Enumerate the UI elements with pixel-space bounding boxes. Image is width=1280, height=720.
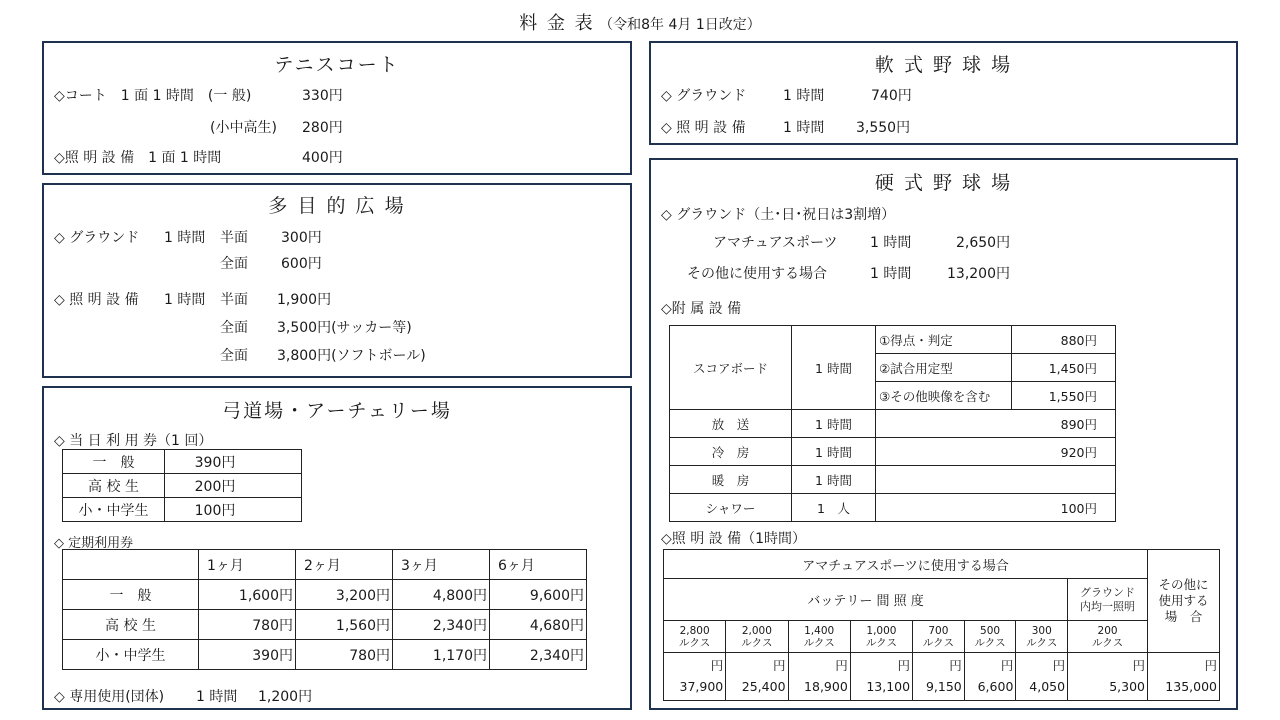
table-row <box>63 498 302 522</box>
softball-panel <box>649 41 1238 145</box>
page-header <box>0 9 1280 35</box>
equipment-time: 1 時間 <box>792 410 876 438</box>
season-price: 1,600円 <box>199 580 296 610</box>
yen-unit: 円 <box>1204 658 1217 673</box>
duration-header: 1ヶ月 <box>199 550 296 580</box>
lighting-price-cell <box>1148 653 1220 701</box>
category-header-cell <box>63 550 199 580</box>
lighting-price: 5,300 <box>1109 679 1145 694</box>
lighting-price: 9,150 <box>925 679 962 694</box>
season-price: 780円 <box>199 610 296 640</box>
lighting-price-cell <box>850 653 912 701</box>
scoreboard-item-price: 1,550円 <box>1012 382 1116 410</box>
plaza-light-full2-label: 全面 <box>220 348 248 364</box>
lux-cell <box>1068 621 1148 653</box>
lux-cell <box>964 621 1016 653</box>
ticket-category: 高 校 生 <box>63 610 199 640</box>
lux-unit: ルクス <box>865 636 898 649</box>
lux-cell <box>664 621 726 653</box>
yen-unit: 円 <box>1052 658 1066 673</box>
scoreboard-item-price: 880円 <box>1012 326 1116 354</box>
other-use-header-line: 場 合 <box>1164 609 1203 624</box>
softball-ground-price: 740円 <box>871 88 912 104</box>
hardball-amateur-price: 2,650円 <box>956 235 1011 251</box>
lux-unit: ルクス <box>1026 636 1058 649</box>
plaza-light-label: ◇ 照 明 設 備 <box>54 292 139 308</box>
lux-value: 2,800 <box>679 624 710 637</box>
softball-title: 軟 式 野 球 場 <box>874 54 1013 76</box>
equipment-time: 1 時間 <box>792 466 876 494</box>
lux-value: 2,000 <box>741 624 772 637</box>
tennis-court-general-label: ◇コート 1 面 1 時間 (一 般) <box>54 88 252 104</box>
scoreboard-item-price: 1,450円 <box>1012 354 1116 382</box>
hardball-other-price: 13,200円 <box>947 266 1010 282</box>
season-price: 2,340円 <box>393 610 490 640</box>
softball-ground-label: ◇ グラウンド <box>661 88 747 104</box>
plaza-light-full2-price: 3,800円(ソフトボール) <box>277 348 426 364</box>
plaza-ground-half-price: 300円 <box>281 230 322 246</box>
tennis-lighting-label: ◇照 明 設 備 1 面 1 時間 <box>54 150 222 166</box>
lux-value: 700 <box>928 624 949 637</box>
duration-header: 2ヶ月 <box>296 550 393 580</box>
lux-unit: ルクス <box>922 636 954 649</box>
table-row <box>670 494 1116 522</box>
hardball-lighting-table <box>663 549 1220 701</box>
equipment-time: 1 時間 <box>792 438 876 466</box>
hardball-light-label: ◇照 明 設 備（1時間） <box>661 531 807 547</box>
lux-value: 1,000 <box>866 624 897 637</box>
equipment-price: 890円 <box>876 410 1116 438</box>
scoreboard-time: 1 時間 <box>792 326 876 410</box>
battery-illuminance-header: バッテリー 間 照 度 <box>664 579 1068 621</box>
table-row <box>63 640 587 670</box>
ground-uniform-header <box>1068 579 1148 621</box>
plaza-panel <box>42 183 632 378</box>
lux-cell <box>1016 621 1068 653</box>
lux-value: 1,400 <box>804 624 835 637</box>
lux-value: 200 <box>1097 624 1118 637</box>
season-price: 9,600円 <box>490 580 587 610</box>
plaza-ground-half-label: 半面 <box>220 230 248 246</box>
ticket-category: 一 般 <box>63 580 199 610</box>
hardball-ground-label: ◇ グラウンド（土･日･祝日は3割増） <box>661 207 896 223</box>
tennis-court-student-label: (小中高生) <box>210 120 277 136</box>
hardball-amateur-label: アマチュアスポーツ <box>713 235 838 251</box>
lux-cell <box>850 621 912 653</box>
lighting-price-cell <box>726 653 788 701</box>
equipment-price: 100円 <box>876 494 1116 522</box>
season-price: 780円 <box>296 640 393 670</box>
scoreboard-item-label: ②試合用定型 <box>876 354 1012 382</box>
plaza-ground-full-price: 600円 <box>281 256 322 272</box>
lighting-price-cell <box>788 653 850 701</box>
lighting-price: 4,050 <box>1029 679 1066 694</box>
table-row <box>670 438 1116 466</box>
ticket-category: 小・中学生 <box>63 498 165 522</box>
ticket-price: 200円 <box>165 474 302 498</box>
lux-cell <box>913 621 965 653</box>
scoreboard-item-label: ①得点・判定 <box>876 326 1012 354</box>
equipment-time: 1 人 <box>792 494 876 522</box>
season-price: 390円 <box>199 640 296 670</box>
lux-unit: ルクス <box>1091 636 1124 649</box>
lux-unit: ルクス <box>803 636 835 649</box>
ground-uniform-header-line: グラウンド <box>1080 585 1136 599</box>
price-row <box>664 653 1220 701</box>
ground-uniform-header-line: 内均一照明 <box>1080 599 1136 613</box>
hardball-panel <box>649 158 1238 710</box>
scoreboard-label: スコアボード <box>670 326 792 410</box>
table-row <box>670 410 1116 438</box>
yen-unit: 円 <box>710 658 724 673</box>
plaza-light-full1-label: 全面 <box>220 320 248 336</box>
equipment-name: シャワー <box>670 494 792 522</box>
softball-light-price: 3,550円 <box>856 120 911 136</box>
lux-row <box>664 621 1220 653</box>
table-row <box>63 580 587 610</box>
softball-ground-time: 1 時間 <box>783 88 825 104</box>
plaza-ground-time: 1 時間 <box>164 230 206 246</box>
lighting-price: 6,600 <box>977 679 1014 694</box>
season-price: 4,680円 <box>490 610 587 640</box>
plaza-light-half-price: 1,900円 <box>277 292 332 308</box>
lighting-price-cell <box>964 653 1016 701</box>
softball-light-label: ◇ 照 明 設 備 <box>661 120 746 136</box>
lighting-price-cell <box>664 653 726 701</box>
scoreboard-item-label: ③その他映像を含む <box>876 382 1012 410</box>
page-title: 料 金 表 <box>519 13 595 34</box>
table-header-row <box>664 579 1220 621</box>
tennis-panel <box>42 41 632 175</box>
season-price: 1,170円 <box>393 640 490 670</box>
kyudo-exclusive-price: 1,200円 <box>258 689 313 705</box>
lux-unit: ルクス <box>679 636 711 649</box>
yen-unit: 円 <box>949 658 962 673</box>
tennis-lighting-price: 400円 <box>302 150 343 166</box>
season-price: 2,340円 <box>490 640 587 670</box>
hardball-title: 硬 式 野 球 場 <box>874 172 1013 194</box>
other-use-header-line: 使用する <box>1158 593 1209 608</box>
ticket-category: 高 校 生 <box>63 474 165 498</box>
table-row <box>670 466 1116 494</box>
yen-unit: 円 <box>835 658 848 673</box>
lux-unit: ルクス <box>974 636 1006 649</box>
season-price: 1,560円 <box>296 610 393 640</box>
other-use-header-line: その他に <box>1158 577 1209 592</box>
amateur-sports-header: アマチュアスポーツに使用する場合 <box>664 550 1148 579</box>
kyudo-season-ticket-table <box>62 549 587 670</box>
duration-header: 3ヶ月 <box>393 550 490 580</box>
plaza-light-half-label: 半面 <box>220 292 248 308</box>
plaza-ground-full-label: 全面 <box>220 256 248 272</box>
plaza-title: 多 目 的 広 場 <box>268 195 406 217</box>
lux-cell <box>726 621 788 653</box>
yen-unit: 円 <box>1000 658 1014 673</box>
table-header-row <box>63 550 587 580</box>
revision-note: （令和8年 4月 1日改定） <box>599 17 761 33</box>
plaza-light-time: 1 時間 <box>164 292 206 308</box>
lux-cell <box>788 621 850 653</box>
kyudo-title: 弓道場・アーチェリー場 <box>222 400 452 422</box>
equipment-price: 920円 <box>876 438 1116 466</box>
kyudo-panel <box>42 386 632 710</box>
tennis-court-general-price: 330円 <box>302 88 343 104</box>
lighting-price-cell <box>1068 653 1148 701</box>
tennis-court-student-price: 280円 <box>302 120 343 136</box>
table-row <box>63 474 302 498</box>
yen-unit: 円 <box>897 658 911 673</box>
hardball-other-time: 1 時間 <box>870 266 912 282</box>
season-price: 3,200円 <box>296 580 393 610</box>
plaza-light-full1-price: 3,500円(サッカー等) <box>277 320 412 336</box>
kyudo-exclusive-time: 1 時間 <box>196 689 238 705</box>
lighting-price: 13,100 <box>866 679 911 694</box>
tennis-title: テニスコート <box>274 54 400 76</box>
plaza-ground-label: ◇ グラウンド <box>54 230 140 246</box>
other-use-header <box>1148 550 1220 653</box>
ticket-category: 小・中学生 <box>63 640 199 670</box>
lighting-price: 135,000 <box>1165 679 1217 694</box>
hardball-equipment-table <box>669 325 1116 522</box>
table-header-row <box>664 550 1220 579</box>
ticket-price: 100円 <box>165 498 302 522</box>
lighting-price: 18,900 <box>804 679 848 694</box>
kyudo-exclusive-label: ◇ 専用使用(団体) <box>54 689 165 705</box>
lighting-price-cell <box>1016 653 1068 701</box>
equipment-name: 冷 房 <box>670 438 792 466</box>
lighting-price: 37,900 <box>679 679 724 694</box>
lux-value: 300 <box>1031 624 1052 637</box>
duration-header: 6ヶ月 <box>490 550 587 580</box>
lighting-price: 25,400 <box>741 679 786 694</box>
equipment-name: 暖 房 <box>670 466 792 494</box>
season-price: 4,800円 <box>393 580 490 610</box>
lighting-price-cell <box>913 653 965 701</box>
kyudo-season-ticket-label: ◇ 定期利用券 <box>54 536 134 551</box>
hardball-equipment-label: ◇附 属 設 備 <box>661 301 742 317</box>
equipment-name: 放 送 <box>670 410 792 438</box>
kyudo-day-ticket-table <box>62 449 302 522</box>
ticket-price: 390円 <box>165 450 302 474</box>
yen-unit: 円 <box>1132 658 1145 673</box>
lux-value: 500 <box>980 624 1001 637</box>
softball-light-time: 1 時間 <box>783 120 825 136</box>
lux-unit: ルクス <box>741 636 773 649</box>
table-row <box>63 610 587 640</box>
ticket-category: 一 般 <box>63 450 165 474</box>
yen-unit: 円 <box>773 658 786 673</box>
kyudo-day-ticket-label: ◇ 当 日 利 用 券（1 回） <box>54 433 213 449</box>
table-row <box>63 450 302 474</box>
hardball-other-label: その他に使用する場合 <box>687 266 827 282</box>
equipment-price <box>876 466 1116 494</box>
hardball-amateur-time: 1 時間 <box>870 235 912 251</box>
table-row <box>670 326 1116 354</box>
